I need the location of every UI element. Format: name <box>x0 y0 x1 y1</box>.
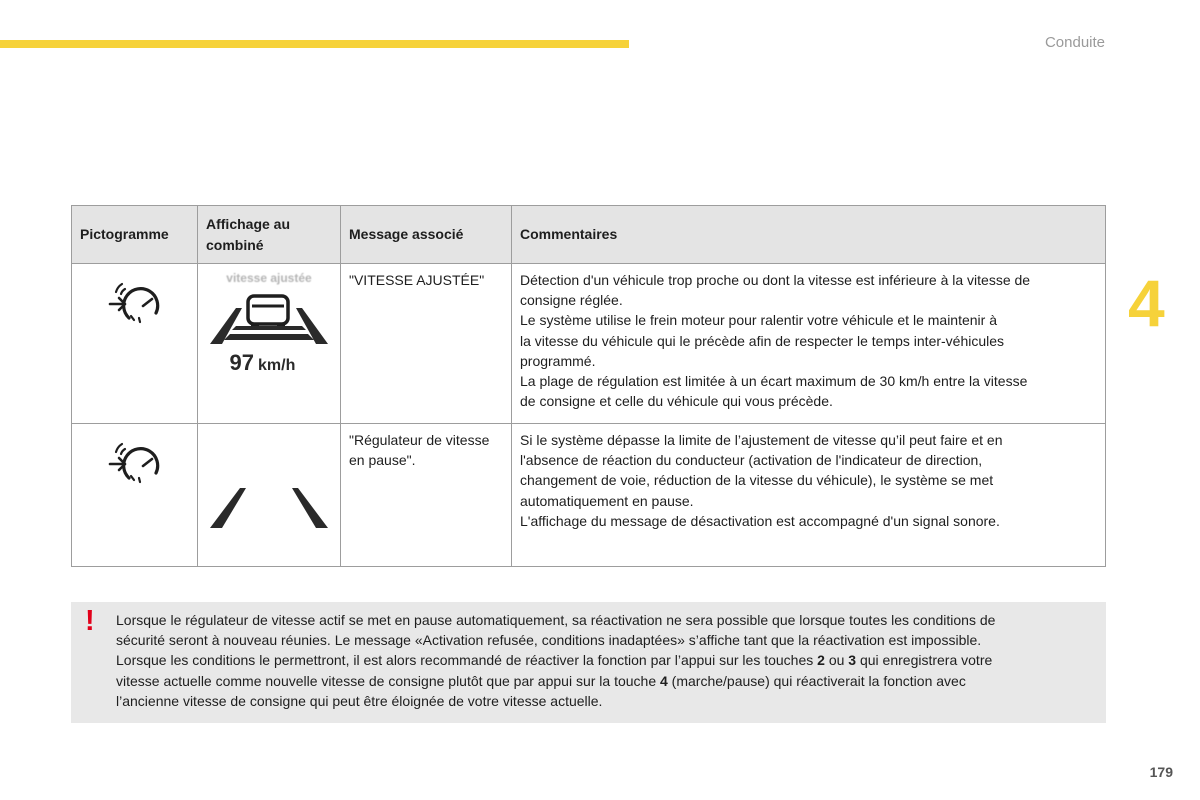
message-line: en pause". <box>349 452 416 469</box>
column-header-display: Affichage au combiné <box>198 206 341 264</box>
table-header-row <box>72 206 1106 264</box>
message-cell: "VITESSE AJUSTÉE" <box>341 264 512 424</box>
comment-line: Si le système dépasse la limite de l’ajustement de vitesse qu’il peut faire et en <box>520 432 1003 448</box>
comments-cell <box>512 424 1106 567</box>
warning-exclamation-icon: ! <box>85 605 95 637</box>
adjusted-speed-display <box>204 268 334 384</box>
alerts-table <box>71 205 1106 567</box>
comment-line: changement de voie, réduction de la vitesse du véhicule), le système se met <box>520 472 994 489</box>
chapter-number: 4 <box>1128 266 1165 340</box>
comment-line: de consigne et celle du véhicule qui vous précède. <box>520 393 833 410</box>
lane-markings-display <box>204 428 334 558</box>
vehicle-ahead-icon <box>248 296 288 324</box>
warning-text <box>116 610 1101 711</box>
display-label: vitesse ajustée <box>226 271 312 285</box>
comment-line: programmé. <box>520 352 596 369</box>
cruise-control-speedometer-icon <box>107 280 163 324</box>
display-speed: 97 <box>229 350 254 375</box>
warning-line: Lorsque le régulateur de vitesse actif se met en pause automatiquement, sa réactivation ne sera possible que lorsque toutes les conditions de <box>116 612 996 628</box>
comments-cell <box>512 264 1106 424</box>
warning-note <box>71 602 1106 723</box>
display-unit: km/h <box>258 357 296 374</box>
comment-line: la vitesse du véhicule qui le précède afin de respecter le temps inter-véhicules <box>520 332 1005 349</box>
table-row <box>72 264 1106 424</box>
section-title: Conduite <box>1044 34 1105 51</box>
warning-line: Lorsque les conditions le permettront, il est alors recommandé de réactiver la fonction par l’appui sur les touches 2 ou 3 qui enregistrera votre <box>116 652 993 669</box>
key-4: 4 <box>660 672 668 689</box>
warning-line: l’ancienne vitesse de consigne qui peut être éloignée de votre vitesse actuelle. <box>116 692 603 709</box>
table-row <box>72 424 1106 567</box>
column-header-pictogram: Pictogramme <box>72 206 198 264</box>
key-2: 2 <box>817 652 825 669</box>
column-header-comments: Commentaires <box>512 206 1106 264</box>
comment-line: La plage de régulation est limitée à un écart maximum de 30 km/h entre la vitesse <box>520 373 1028 390</box>
comment-line: l'absence de réaction du conducteur (activation de l'indicateur de direction, <box>520 452 983 469</box>
message-line: "Régulateur de vitesse <box>349 432 490 448</box>
comment-line: L'affichage du message de désactivation est accompagné d'un signal sonore. <box>520 512 1000 529</box>
comment-line: Détection d'un véhicule trop proche ou dont la vitesse est inférieure à la vitesse de <box>520 272 1031 288</box>
key-3: 3 <box>848 652 857 669</box>
pictogram-cell <box>72 424 198 567</box>
warning-line: sécurité seront à nouveau réunies. Le message «Activation refusée, conditions inadaptées» s’affiche tant que la réactivation est impossible. <box>116 632 982 649</box>
cluster-display-cell <box>198 264 341 424</box>
column-header-message: Message associé <box>341 206 512 264</box>
pictogram-cell <box>72 264 198 424</box>
header-accent-bar <box>0 40 629 48</box>
comment-line: Le système utilise le frein moteur pour ralentir votre véhicule et le maintenir à <box>520 312 997 329</box>
comment-line: consigne réglée. <box>520 292 623 309</box>
cruise-control-speedometer-icon <box>107 440 163 484</box>
cluster-display-cell <box>198 424 341 567</box>
warning-line: vitesse actuelle comme nouvelle vitesse de consigne plutôt que par appui sur la touche 4 (marche/pause) qui réactiverait la fonction avec <box>116 672 966 689</box>
page-number: 179 <box>1149 764 1173 780</box>
comment-line: automatiquement en pause. <box>520 492 694 509</box>
message-cell <box>341 424 512 567</box>
